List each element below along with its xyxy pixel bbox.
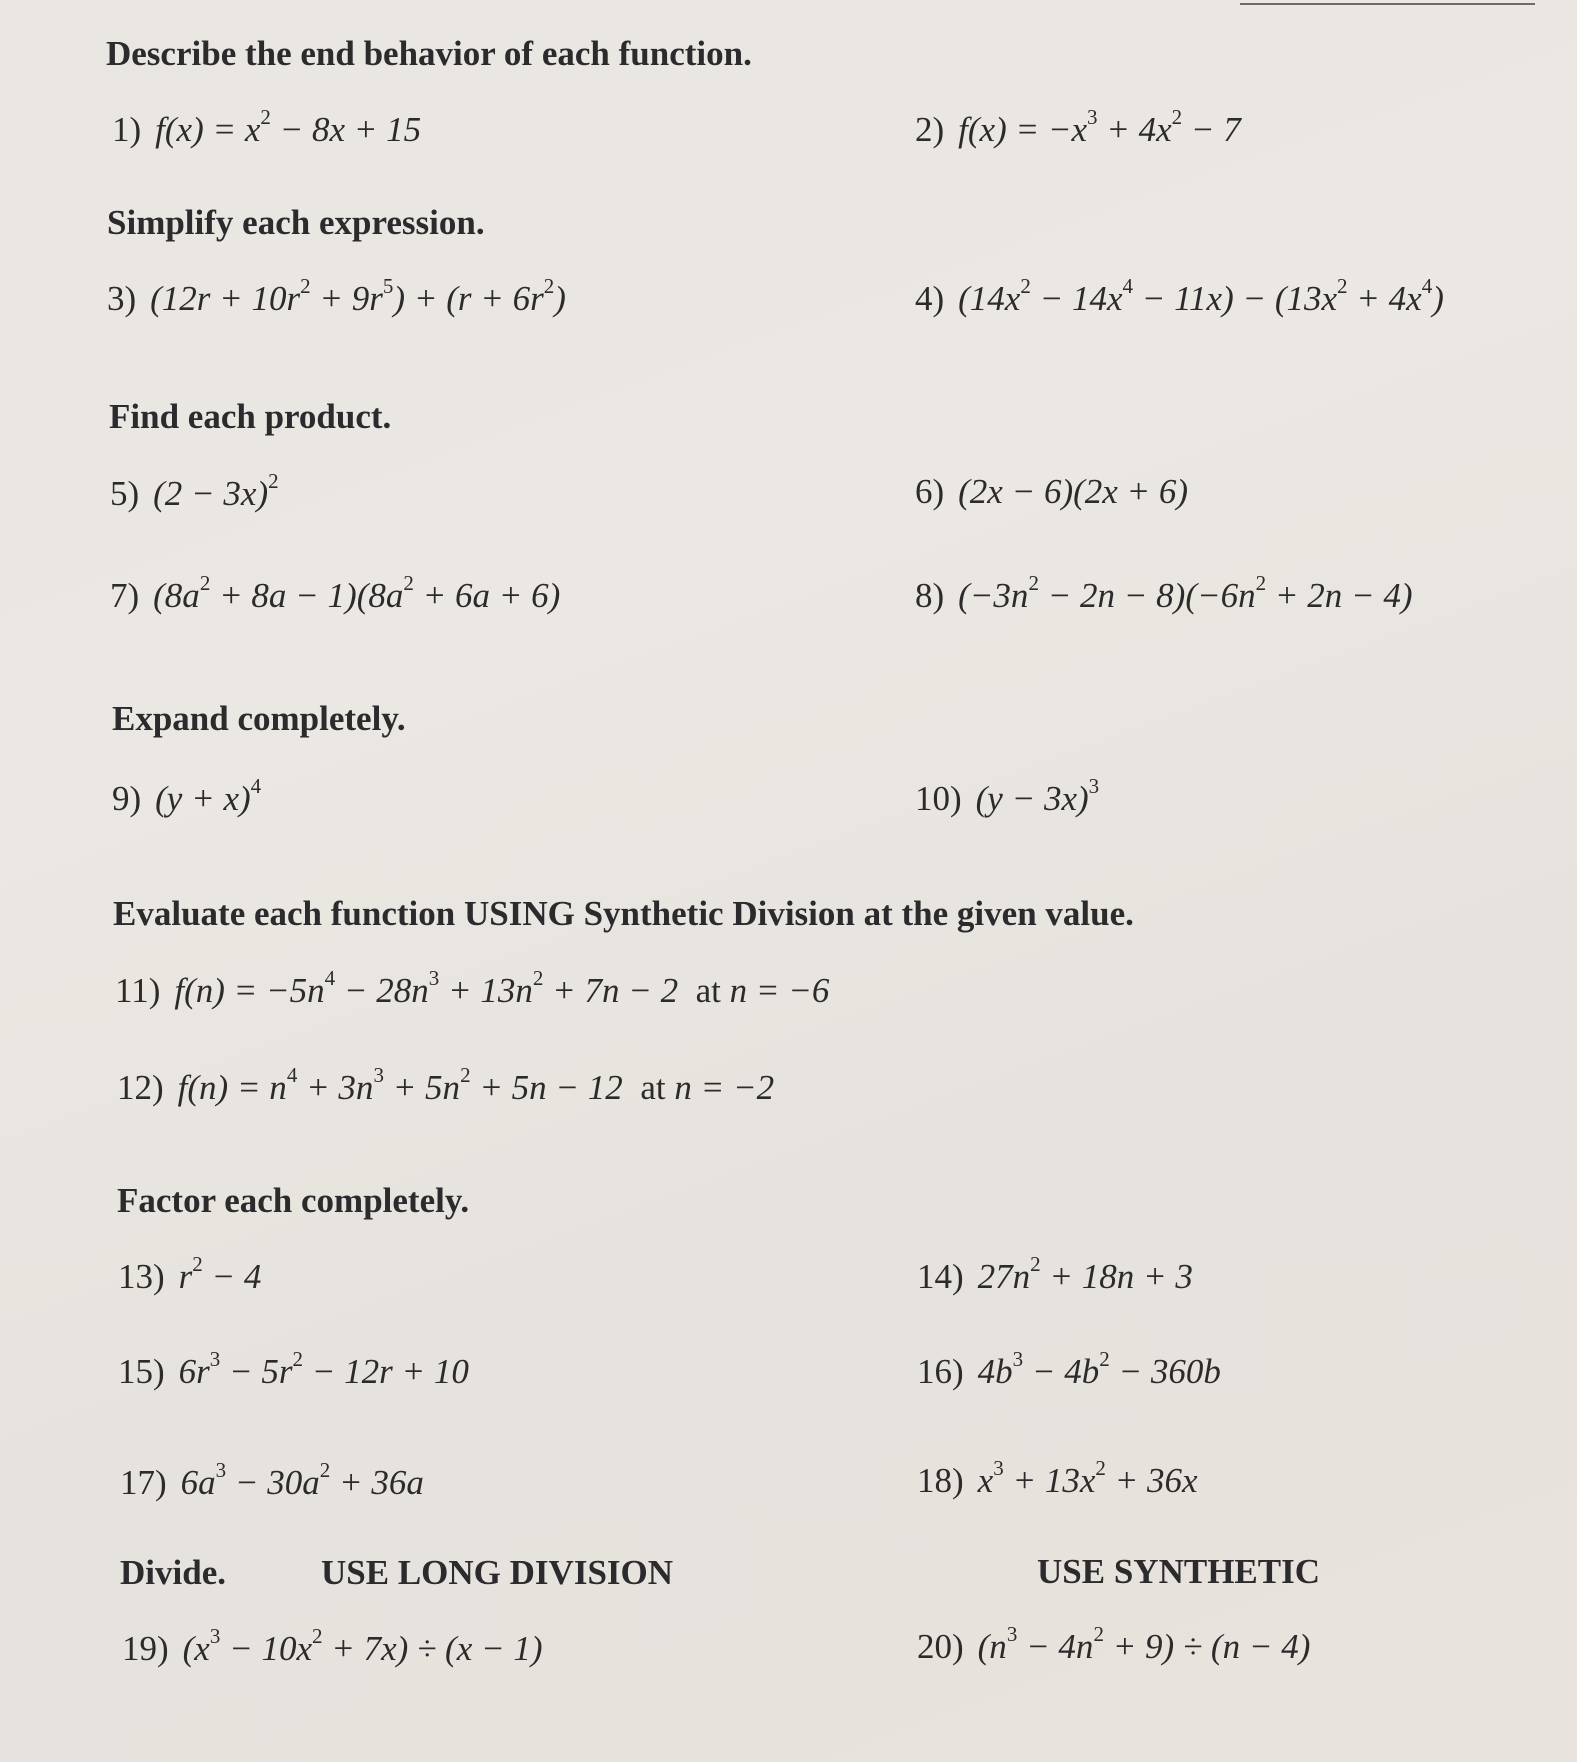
problem-6: 6) (2x − 6)(2x + 6) <box>915 472 1189 511</box>
heading-synthetic: USE SYNTHETIC <box>1037 1552 1321 1591</box>
problem-7: 7) $(8a^2 + 8a - 1)(8a^2 + 6a + 6)$ <box>110 571 561 615</box>
problem-expression: $r^2 - 4$ <box>178 1252 262 1296</box>
problem-15: 15) $6r^3 - 5r^2 - 12r + 10$ <box>118 1347 469 1391</box>
problem-4: 4) $(14x^2 - 14x^4 - 11x) - (13x^2 + 4x^4)$ <box>915 274 1444 318</box>
heading-expand: Expand completely. <box>112 699 406 738</box>
problem-expression: $(y - 3x)^3$ <box>975 774 1100 818</box>
problem-expression: $(x^3 - 10x^2 + 7x) \div (x - 1)$ <box>182 1624 543 1668</box>
heading-long-division: USE LONG DIVISION <box>321 1553 674 1592</box>
problem-10: 10) $(y - 3x)^3$ <box>915 774 1100 818</box>
problem-expression: $27n^2 + 18n + 3$ <box>977 1252 1193 1296</box>
problem-5: 5) $(2 - 3x)^2$ <box>110 469 279 513</box>
problem-expression: $(y + x)^4$ <box>155 774 262 818</box>
problem-expression: $x^3 + 13x^2 + 36x$ <box>977 1456 1198 1500</box>
problem-17: 17) $6a^3 - 30a^2 + 36a$ <box>120 1458 424 1502</box>
problem-expression: $(14x^2 - 14x^4 - 11x) - (13x^2 + 4x^4)$ <box>958 274 1444 318</box>
problem-2: 2) $f(x) = -x^3 + 4x^2 - 7$ <box>915 105 1241 149</box>
problem-9: 9) $(y + x)^4$ <box>112 774 262 818</box>
problem-expression: $f(x) = x^2 - 8x + 15$ <box>155 105 422 149</box>
problem-expression: $f(n) = n^4 + 3n^3 + 5n^2 + 5n - 12$ at n = −2 <box>177 1063 775 1107</box>
problem-12: 12) $f(n) = n^4 + 3n^3 + 5n^2 + 5n - 12$ at n = −2 <box>117 1063 775 1107</box>
heading-evaluate: Evaluate each function USING Synthetic Division at the given value. <box>113 894 1134 933</box>
heading-factor: Factor each completely. <box>117 1181 470 1220</box>
problem-19: 19) $(x^3 - 10x^2 + 7x) \div (x - 1)$ <box>122 1624 543 1668</box>
problem-expression: (2x − 6)(2x + 6) <box>958 472 1189 511</box>
problem-3: 3) $(12r + 10r^2 + 9r^5) + (r + 6r^2)$ <box>107 274 566 318</box>
problem-expression: $6r^3 - 5r^2 - 12r + 10$ <box>178 1347 469 1391</box>
problem-13: 13) $r^2 - 4$ <box>118 1252 262 1296</box>
problem-expression: $(n^3 - 4n^2 + 9) \div (n - 4)$ <box>977 1622 1311 1666</box>
problem-expression: $6a^3 - 30a^2 + 36a$ <box>180 1458 424 1502</box>
problem-8: 8) $(-3n^2 - 2n - 8)(-6n^2 + 2n - 4)$ <box>915 571 1413 615</box>
problem-11: 11) $f(n) = -5n^4 - 28n^3 + 13n^2 + 7n - 2$ at n = −6 <box>115 966 830 1010</box>
problem-16: 16) $4b^3 - 4b^2 - 360b$ <box>917 1347 1221 1391</box>
problem-expression: $f(x) = -x^3 + 4x^2 - 7$ <box>958 105 1241 149</box>
problem-14: 14) $27n^2 + 18n + 3$ <box>917 1252 1193 1296</box>
problem-1: 1) $f(x) = x^2 - 8x + 15$ <box>112 105 422 149</box>
heading-divide: Divide. <box>120 1553 226 1592</box>
heading-simplify: Simplify each expression. <box>107 203 485 242</box>
problem-expression: $f(n) = -5n^4 - 28n^3 + 13n^2 + 7n - 2$ at n = −6 <box>174 966 830 1010</box>
problem-expression: $4b^3 - 4b^2 - 360b$ <box>977 1347 1221 1391</box>
problem-expression: $(8a^2 + 8a - 1)(8a^2 + 6a + 6)$ <box>153 571 561 615</box>
problem-expression: $(-3n^2 - 2n - 8)(-6n^2 + 2n - 4)$ <box>958 571 1413 615</box>
problem-expression: $(12r + 10r^2 + 9r^5) + (r + 6r^2)$ <box>150 274 566 318</box>
heading-product: Find each product. <box>109 397 392 436</box>
top-rule-line <box>1240 3 1535 5</box>
problem-expression: $(2 - 3x)^2$ <box>153 469 279 513</box>
problem-18: 18) $x^3 + 13x^2 + 36x$ <box>917 1456 1198 1500</box>
heading-end-behavior: Describe the end behavior of each function. <box>106 34 752 73</box>
problem-20: 20) $(n^3 - 4n^2 + 9) \div (n - 4)$ <box>917 1622 1311 1666</box>
